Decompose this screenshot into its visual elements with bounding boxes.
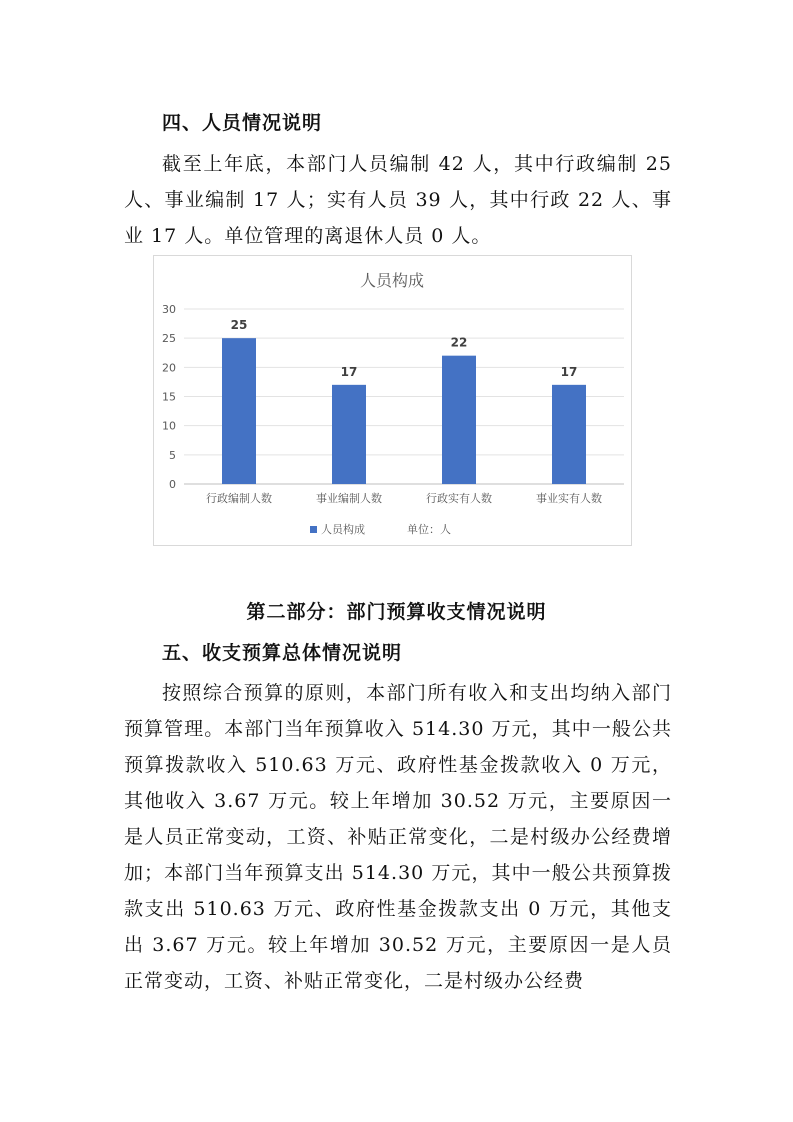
bar	[222, 338, 256, 484]
data-label: 17	[560, 364, 578, 379]
y-tick-label: 10	[162, 419, 176, 433]
x-tick-label: 行政编制人数	[206, 492, 272, 505]
chart-canvas	[154, 256, 631, 545]
x-tick-label: 事业编制人数	[316, 492, 382, 505]
x-tick-label: 事业实有人数	[536, 492, 602, 505]
bar	[442, 356, 476, 484]
chart-title: 人员构成	[359, 271, 425, 290]
unit-note: 单位：人	[407, 523, 451, 536]
data-label: 25	[230, 318, 248, 333]
y-tick-label: 15	[162, 390, 176, 404]
y-tick-label: 20	[162, 361, 176, 375]
section-5-paragraph: 按照综合预算的原则，本部门所有收入和支出均纳入部门预算管理。本部门当年预算收入 514.30 万元，其中一般公共预算拨款收入 510.63 万元、政府性基金拨款收入 0 万元，其他收入 3.67 万元。较上年增加 30.52 万元，主要原因一是人员正常变动，工资、补贴正常变化，二是村级办公经费增加；本部门当年预算支出 514.30 万元，其中一般公共预算拨款支出 510.63 万元、政府性基金拨款支出 0 万元，其他支出 3.67 万元。较上年增加 30.52 万元，主要原因一是人员正常变动，工资、补贴正常变化，二是村级办公经费	[124, 682, 672, 992]
y-tick-label: 25	[162, 332, 176, 346]
section-4-heading: 四、人员情况说明	[162, 112, 323, 134]
x-tick-label: 行政实有人数	[426, 492, 492, 505]
legend-swatch	[310, 526, 317, 533]
section-5-heading: 五、收支预算总体情况说明	[162, 642, 403, 664]
bar	[552, 385, 586, 484]
personnel-chart	[153, 255, 632, 546]
legend-label: 人员构成	[321, 523, 365, 536]
data-label: 17	[340, 364, 358, 379]
y-tick-label: 0	[169, 478, 176, 491]
y-tick-label: 30	[162, 303, 176, 316]
section-4-paragraph: 截至上年底，本部门人员编制 42 人，其中行政编制 25 人、事业编制 17 人；实有人员 39 人，其中行政 22 人、事业 17 人。单位管理的离退休人员 0 人。	[124, 153, 672, 247]
y-tick-label: 5	[169, 448, 176, 462]
part-2-title: 第二部分：部门预算收支情况说明	[246, 601, 547, 623]
data-label: 22	[450, 335, 468, 350]
bar	[332, 385, 366, 484]
